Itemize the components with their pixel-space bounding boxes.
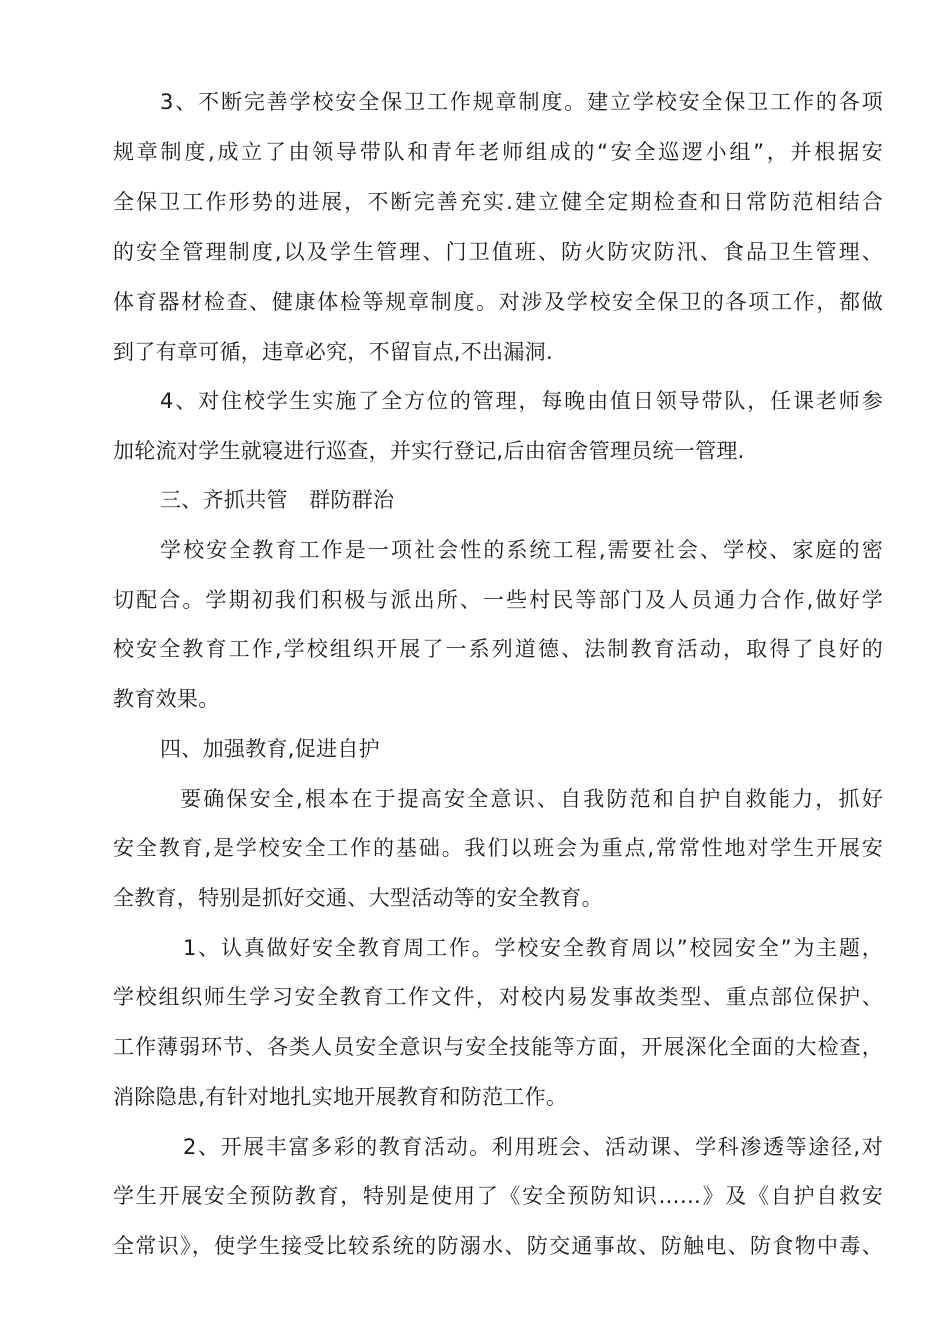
paragraph-line: 1、认真做好安全教育周工作。学校安全教育周以”校园安全”为主题， [183,936,883,960]
section-heading: 四、加强教育,促进自护 [160,737,380,761]
paragraph-line: 的安全管理制度,以及学生管理、门卫值班、防火防灾防汛、食品卫生管理、 [113,240,883,264]
section-heading: 三、齐抓共管 群防群治 [160,488,395,512]
paragraph-line: 安全教育,是学校安全工作的基础。我们以班会为重点,常常性地对学生开展安 [113,836,883,860]
paragraph-line: 校安全教育工作,学校组织开展了一系列道德、法制教育活动，取得了良好的 [113,637,883,661]
paragraph-line: 学校组织师生学习安全教育工作文件，对校内易发事故类型、重点部位保护、 [113,985,883,1009]
paragraph-line: 学校安全教育工作是一项社会性的系统工程,需要社会、学校、家庭的密 [160,538,883,562]
paragraph-line: 4、对住校学生实施了全方位的管理，每晚由值日领导带队，任课老师参 [160,389,883,413]
paragraph-line: 体育器材检查、健康体检等规章制度。对涉及学校安全保卫的各项工作，都做 [113,290,883,314]
paragraph-line: 规章制度,成立了由领导带队和青年老师组成的“安全巡逻小组”，并根据安 [113,140,883,164]
paragraph-line: 切配合。学期初我们积极与派出所、一些村民等部门及人员通力合作,做好学 [113,588,883,612]
paragraph-line: 加轮流对学生就寝进行巡查，并实行登记,后由宿舍管理员统一管理. [113,439,745,463]
paragraph-line: 2、开展丰富多彩的教育活动。利用班会、活动课、学科渗透等途径,对 [183,1135,883,1159]
paragraph-line: 3、不断完善学校安全保卫工作规章制度。建立学校安全保卫工作的各项 [160,90,883,114]
paragraph-line: 全教育，特别是抓好交通、大型活动等的安全教育。 [113,886,603,910]
paragraph-line: 要确保安全,根本在于提高安全意识、自我防范和自护自救能力，抓好 [180,787,883,811]
paragraph-line: 消除隐患,有针对地扎实地开展教育和防范工作。 [113,1085,568,1109]
paragraph-line: 学生开展安全预防教育，特别是使用了《安全预防知识……》及《自护自救安 [113,1184,883,1208]
paragraph-line: 全常识》，使学生接受比较系统的防溺水、防交通事故、防触电、防食物中毒、 [113,1234,883,1258]
paragraph-line: 教育效果。 [113,687,220,711]
paragraph-line: 到了有章可循，违章必究，不留盲点,不出漏洞. [113,340,553,364]
paragraph-line: 全保卫工作形势的进展，不断完善充实.建立健全定期检查和日常防范相结合 [113,190,883,214]
paragraph-line: 工作薄弱环节、各类人员安全意识与安全技能等方面，开展深化全面的大检查， [113,1035,883,1059]
